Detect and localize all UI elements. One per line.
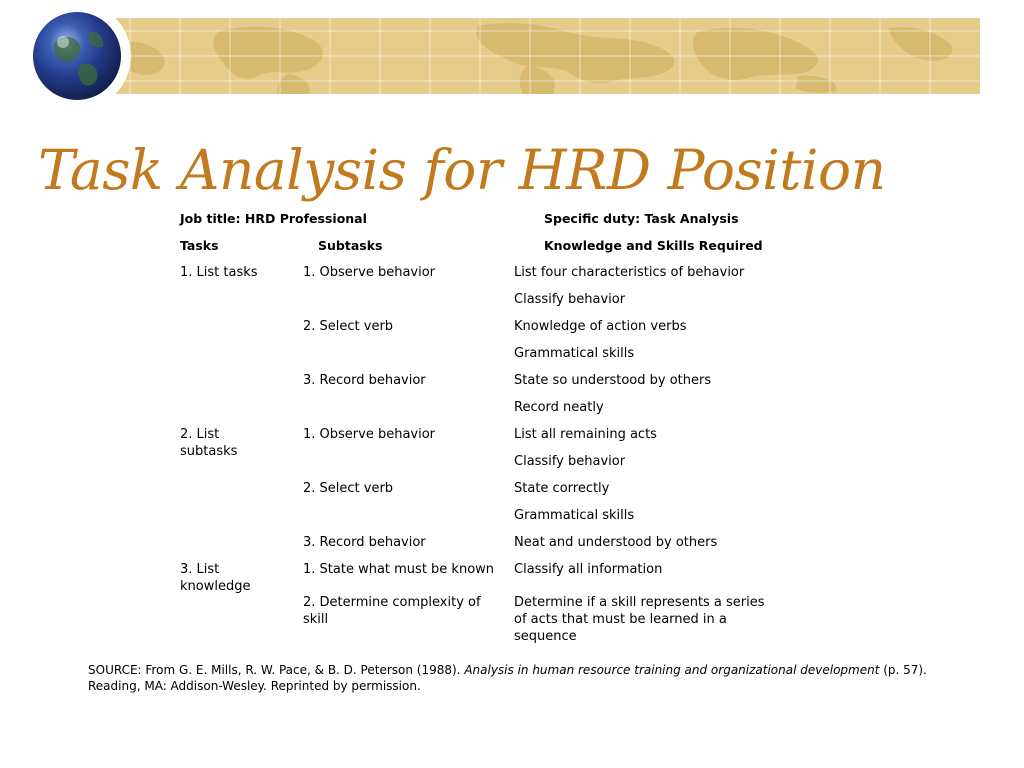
knowledge-cell: State so understood by others (514, 373, 712, 388)
subtask-cell: 1. State what must be known (303, 562, 495, 577)
subtask-cell: 2. Determine complexity of (303, 595, 481, 610)
task-cell: subtasks (180, 444, 238, 459)
source-suffix: (p. 57). (879, 663, 927, 677)
knowledge-cell: List all remaining acts (514, 427, 657, 442)
knowledge-cell: Grammatical skills (514, 508, 635, 523)
source-citation (88, 662, 948, 694)
column-header-knowledge: Knowledge and Skills Required (544, 238, 763, 253)
source-prefix: SOURCE: From G. E. Mills, R. W. Pace, & B. D. Peterson (1988). (88, 663, 465, 677)
knowledge-cell: Neat and understood by others (514, 535, 718, 550)
subtask-cell: 3. Record behavior (303, 373, 426, 388)
job-title-label: Job title: HRD Professional (180, 211, 367, 226)
task-cell: 2. List (180, 427, 220, 442)
task-cell: 3. List (180, 562, 220, 577)
column-header-subtasks: Subtasks (318, 238, 383, 253)
knowledge-cell: Classify all information (514, 562, 663, 577)
source-book-title: Analysis in human resource training and organizational development (464, 663, 880, 677)
column-header-tasks: Tasks (180, 238, 219, 253)
knowledge-cell: Knowledge of action verbs (514, 319, 687, 334)
knowledge-cell: Classify behavior (514, 292, 626, 307)
subtask-cell: 1. Observe behavior (303, 427, 436, 442)
subtask-cell: 2. Select verb (303, 319, 394, 334)
knowledge-cell: Record neatly (514, 400, 604, 415)
knowledge-cell: Classify behavior (514, 454, 626, 469)
knowledge-cell: sequence (514, 629, 577, 644)
slide-title: Task Analysis for HRD Position (38, 138, 886, 202)
subtask-cell: 3. Record behavior (303, 535, 426, 550)
knowledge-cell: Determine if a skill represents a series (514, 595, 765, 610)
subtask-cell: 1. Observe behavior (303, 265, 436, 280)
knowledge-cell: of acts that must be learned in a (514, 612, 727, 627)
knowledge-cell: State correctly (514, 481, 610, 496)
subtask-cell: 2. Select verb (303, 481, 394, 496)
knowledge-cell: Grammatical skills (514, 346, 635, 361)
specific-duty-label: Specific duty: Task Analysis (544, 211, 739, 226)
task-cell: knowledge (180, 579, 251, 594)
source-publisher: Reading, MA: Addison-Wesley. Reprinted by permission. (88, 679, 421, 693)
task-cell: 1. List tasks (180, 265, 258, 280)
knowledge-cell: List four characteristics of behavior (514, 265, 745, 280)
subtask-cell: skill (303, 612, 329, 627)
